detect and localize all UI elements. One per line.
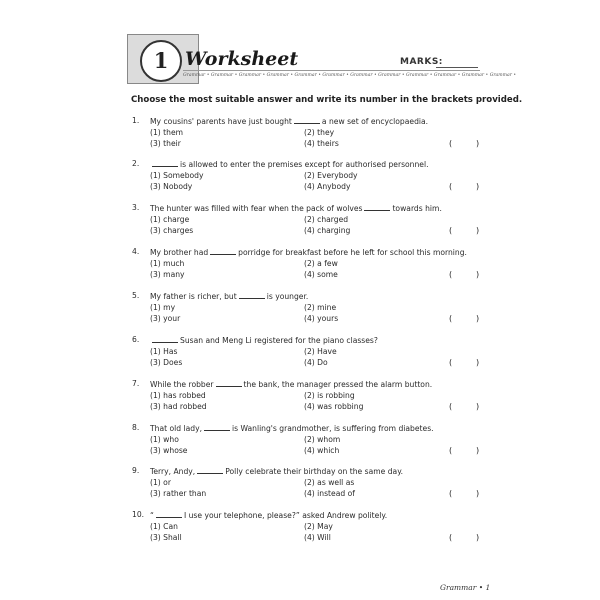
option-3: (3) rather than (150, 489, 207, 498)
question-number: 3. (132, 203, 140, 212)
question-stem: Terry, Andy, Polly celebrate their birthday on the same day. (150, 467, 404, 476)
option-2: (2) Everybody (304, 171, 358, 180)
answer-blank (210, 247, 236, 255)
option-2: (2) Have (304, 347, 337, 356)
option-3: (3) Nobody (150, 182, 193, 191)
option-4: (4) which (304, 446, 340, 455)
option-3: (3) whose (150, 446, 188, 455)
header-rule (183, 70, 480, 71)
question-10 (0, 510, 600, 552)
answer-bracket-close: ) (476, 489, 480, 498)
question-5 (0, 291, 600, 333)
option-1: (1) or (150, 478, 171, 487)
answer-bracket-close: ) (476, 402, 480, 411)
answer-bracket-open: ( (449, 270, 453, 279)
question-6 (0, 335, 600, 377)
answer-bracket-open: ( (449, 182, 453, 191)
question-number: 2. (132, 159, 140, 168)
option-2: (2) as well as (304, 478, 355, 487)
answer-bracket-open: ( (449, 358, 453, 367)
answer-bracket-open: ( (449, 446, 453, 455)
question-2 (0, 159, 600, 201)
option-2: (2) a few (304, 259, 338, 268)
option-3: (3) their (150, 139, 181, 148)
grammar-strip: Grammar • Grammar • Grammar • Grammar • Grammar • Grammar • Grammar • Grammar • Grammar • Grammar • Grammar • Grammar • (183, 73, 517, 78)
option-1: (1) Somebody (150, 171, 204, 180)
answer-blank (294, 116, 320, 124)
answer-bracket-close: ) (476, 446, 480, 455)
answer-bracket-open: ( (449, 402, 453, 411)
option-2: (2) is robbing (304, 391, 355, 400)
answer-bracket-close: ) (476, 139, 480, 148)
marks-label: MARKS: (400, 57, 443, 67)
answer-bracket-open: ( (449, 489, 453, 498)
option-4: (4) some (304, 270, 338, 279)
question-stem: My brother had porridge for breakfast before he left for school this morning. (150, 248, 467, 257)
option-3: (3) many (150, 270, 185, 279)
option-4: (4) instead of (304, 489, 355, 498)
page-footer: Grammar • 1 (440, 583, 491, 592)
question-9 (0, 466, 600, 508)
marks-line (436, 67, 478, 68)
option-4: (4) charging (304, 226, 351, 235)
option-1: (1) Can (150, 522, 178, 531)
answer-bracket-close: ) (476, 533, 480, 542)
answer-bracket-open: ( (449, 314, 453, 323)
option-1: (1) has robbed (150, 391, 206, 400)
question-number: 7. (132, 379, 140, 388)
option-2: (2) whom (304, 435, 341, 444)
answer-blank (197, 466, 223, 474)
option-1: (1) my (150, 303, 176, 312)
question-1 (0, 116, 600, 158)
answer-bracket-close: ) (476, 270, 480, 279)
option-1: (1) Has (150, 347, 178, 356)
question-number: 8. (132, 423, 140, 432)
question-number: 6. (132, 335, 140, 344)
question-number: 4. (132, 247, 140, 256)
answer-blank (216, 379, 242, 387)
question-3 (0, 203, 600, 245)
option-4: (4) Do (304, 358, 328, 367)
option-3: (3) had robbed (150, 402, 207, 411)
question-stem: My father is richer, but is younger. (150, 292, 309, 301)
worksheet-number-badge: 1 (140, 40, 182, 82)
option-3: (3) Shall (150, 533, 182, 542)
option-4: (4) Will (304, 533, 331, 542)
question-8 (0, 423, 600, 465)
answer-bracket-open: ( (449, 139, 453, 148)
worksheet-title: Worksheet (185, 48, 299, 70)
answer-blank (239, 291, 265, 299)
answer-blank (364, 203, 390, 211)
option-3: (3) Does (150, 358, 183, 367)
answer-bracket-close: ) (476, 314, 480, 323)
option-4: (4) was robbing (304, 402, 364, 411)
question-stem: That old lady, is Wanling's grandmother, is suffering from diabetes. (150, 424, 434, 433)
question-number: 9. (132, 466, 140, 475)
question-stem: The hunter was filled with fear when the pack of wolves towards him. (150, 204, 442, 213)
option-2: (2) charged (304, 215, 349, 224)
option-2: (2) mine (304, 303, 337, 312)
question-4 (0, 247, 600, 289)
answer-blank (152, 159, 178, 167)
option-4: (4) Anybody (304, 182, 351, 191)
answer-bracket-close: ) (476, 226, 480, 235)
option-4: (4) theirs (304, 139, 339, 148)
option-1: (1) charge (150, 215, 190, 224)
answer-blank (204, 423, 230, 431)
answer-blank (156, 510, 182, 518)
instruction-text: Choose the most suitable answer and write its number in the brackets provided. (131, 95, 523, 105)
answer-bracket-close: ) (476, 182, 480, 191)
option-3: (3) charges (150, 226, 194, 235)
option-4: (4) yours (304, 314, 339, 323)
question-stem: My cousins' parents have just bought a new set of encyclopaedia. (150, 117, 429, 126)
question-stem: is allowed to enter the premises except for authorised personnel. (150, 159, 429, 169)
question-number: 5. (132, 291, 140, 300)
option-3: (3) your (150, 314, 181, 323)
option-1: (1) much (150, 259, 185, 268)
question-stem: “ I use your telephone, please?” asked Andrew politely. (150, 511, 388, 520)
option-2: (2) they (304, 128, 335, 137)
answer-blank (152, 335, 178, 343)
option-1: (1) them (150, 128, 184, 137)
question-number: 10. (132, 510, 145, 519)
answer-bracket-close: ) (476, 358, 480, 367)
question-7 (0, 379, 600, 421)
option-1: (1) who (150, 435, 179, 444)
option-2: (2) May (304, 522, 333, 531)
answer-bracket-open: ( (449, 226, 453, 235)
answer-bracket-open: ( (449, 533, 453, 542)
question-stem: While the robber the bank, the manager pressed the alarm button. (150, 380, 433, 389)
question-stem: Susan and Meng Li registered for the piano classes? (150, 335, 378, 345)
question-number: 1. (132, 116, 140, 125)
